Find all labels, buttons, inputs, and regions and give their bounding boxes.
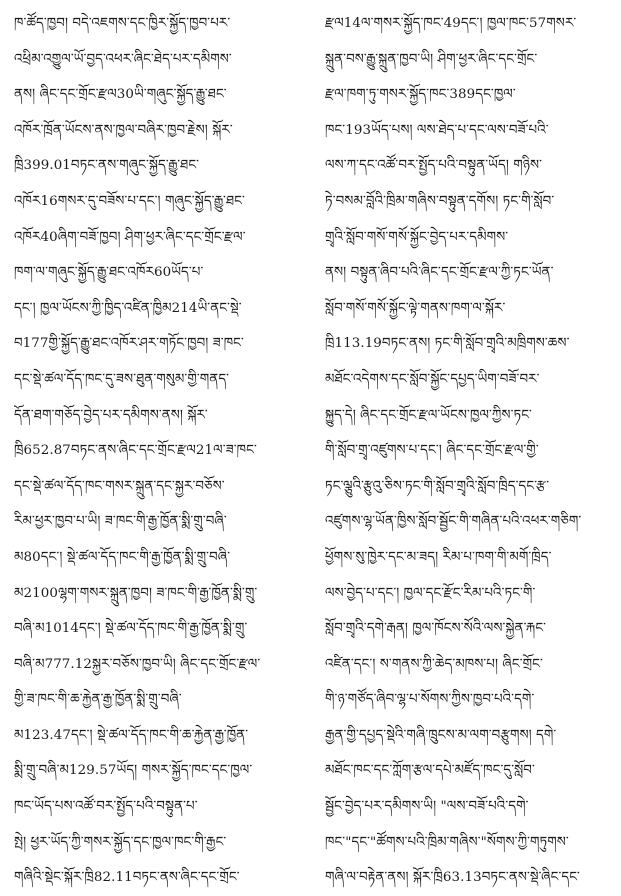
text-line: བཞི་མ777.12སྐྱར་བཅོས་ཁྱབ་ཡི། ཞིང་དང་གྲོང་རྫལ་ <box>14 656 261 672</box>
text-line: ཏེ་བསམ་བློའི་ཁྲིམ་གཞིས་བསྟུན་དགོས། ཏང་གི་སློབ་ <box>325 193 555 209</box>
left-text-column <box>14 6 310 896</box>
text-line: རྫལ་ཁག་ཏུ་གསར་སྐྱོད་ཁང་389དང་ཁྱལ་ <box>325 87 516 103</box>
text-line: ཏང་ལྕུའི་རྩུའུ་ཅིས་ཏང་གི་སློབ་གྲྭའི་སློབ་ཁྲིད་དང་རྩ་ <box>325 478 550 494</box>
text-line: སྐྱུད་དེ། ཞིང་དང་གྲོང་རྫལ་ཡོངས་ཁྱལ་ཀྱིས་ཏང་ <box>325 407 532 423</box>
text-line: སྦྱོང་བྱེད་པར་དམིགས་ཡི། "ལས་བཟོ་པའི་དགེ་ <box>325 799 529 815</box>
text-line: རྒྱན་གྱི་དཔྱད་སྡེའི་གཞི་ཁྲུངས་མ་ལག་བརྩུགས། དགེ་ <box>325 727 557 743</box>
text-line: དང་སྡེ་ཚལ་དོད་ཁང་གསར་སྐྲུན་དང་སྐྱར་བཅོས་ <box>14 478 225 494</box>
text-line: མ2100ལྷག་གསར་སྐྲུན་ཁྱབ། ཟ་ཁང་གི་རྒྱ་ཁྱོན་སྨི་གྲུ་ <box>14 585 258 601</box>
text-line: འཁོར40ཞིག་བཟོ་ཁྱབ། ཤིག་ཕྱར་ཞིང་དང་གྲོང་རྫལ་ <box>14 229 246 245</box>
text-line: གྱི་ཟ་ཁང་གི་ཆ་རྐྱེན་རྒྱ་ཁྱོན་སྨི་གྲུ་བཞི་ <box>14 692 182 708</box>
text-line: འཁོར16གསར་དུ་བཟོས་པ་དང་། གཞུང་སྐྱོད་རྒྱུ་ཐང་ <box>14 193 245 209</box>
text-line: སྨི་གྲུ་བཞི་མ129.57ཡོད། གསར་སྐྱོད་ཁང་དང་ཁྱལ་ <box>14 763 253 779</box>
text-line: ཁྲི113.19བཏང་ནས། ཏང་གི་སློབ་གྲྭའི་མཁྲིགས་ཆས་ <box>325 336 570 352</box>
text-line: འཁོར་ཁྲོན་ཡོངས་ནས་ཁྱལ་བཞིར་ཁྱབ་རྗེས། སྐོར་ <box>14 122 233 138</box>
text-line: དང་སྡེ་ཚལ་དོད་ཁང་དུ་ཟས་ཐུན་གསུམ་གྱི་གནད་ <box>14 371 230 387</box>
text-line: སྐྲུན་བས་རྒྱུ་སྐྲུན་ཁྱབ་ཡི། ཤིག་ཕྱར་ཞིང་དང་གྲོང་ <box>325 51 538 67</box>
text-line: གཞིའི་སྡེང་སྐོར་ཁྲི82.11བཏང་ནས་ཞིང་དང་གྲོང་ <box>14 870 240 886</box>
text-line: ཁྲི399.01བཏང་ནས་གཞུང་སྐྱོད་རྒྱུ་ཐང་ <box>14 158 200 174</box>
text-line: འཛུགས་ལྷ་ཡོན་ཁྱིས་སློབ་སྦྱོང་གི་གཞིན་པའི་འཕར་གཅིག་ <box>325 514 582 530</box>
text-line: སློབ་གྲྭའི་དགེ་རྒན། ཁྱལ་ཁོངས་སོའི་ལས་སྐྱེན་རྐང་ <box>325 621 547 637</box>
text-line: མ123.47དང་། སྡེ་ཚལ་དོད་ཁང་གི་ཆ་རྐྱེན་རྒྱ་ཁྱོན་ <box>14 727 249 743</box>
text-line: གི་སློབ་གྲྭ་འཛུགས་པ་དང་། ཞིང་དང་གྲོང་རྫལ་གྱི་ <box>325 443 539 459</box>
text-line: གྲྭའི་སློབ་གསོ་གསོ་སྐྱོང་བྱེད་པར་དམིགས་ <box>325 229 509 245</box>
text-line: བཞི་མ1014དང་། སྡེ་ཚལ་དོད་ཁང་གི་རྒྱ་ཁྱོན་སྨི་གྲུ་ <box>14 621 248 637</box>
text-line: སློབ་གསོ་གསོ་སྐྱོང་ལྟེ་གནས་ཁག་ལ་སྐོར་ <box>325 300 506 316</box>
text-line: གི་ཉ་གཙོད་ཞིབ་ལྷ་པ་སོགས་ཀྱིས་ཁྱབ་པའི་དགེ་ <box>325 692 535 708</box>
text-line: ཁང་193ཡོད་པས། ལས་ཐེད་པ་དང་ལས་བཟོ་པའི་ <box>325 122 549 138</box>
text-line: ནས། བསྟུན་ཞིབ་པའི་ཞིང་དང་གྲོང་རྫལ་ཀྱི་ཏང་ཡོན་ <box>325 265 554 281</box>
text-line: ཕྱོགས་སུ་ཁྱེར་དང་མ་ཟད། རིམ་པ་ཁག་གི་མགོ་ཁྲིད་ <box>325 549 552 565</box>
text-line: མཐོང་འདེགས་དང་སློབ་སྐྱོང་དཔྱད་ཡིག་བཟོ་བར་ <box>325 371 540 387</box>
text-line: ཁྲི652.87བཏང་ནས་ཞིང་དང་གྲོང་རྫལ21ལ་ཟ་ཁང་ <box>14 443 257 459</box>
text-line: ནས། ཞིང་དང་གྲོང་རྫལ30ཡི་གཞུང་སྐྱོད་རྒྱུ་ཐང་ <box>14 87 227 103</box>
text-line: ཁང་ཡོད་པས་འཚོ་བར་སྤྱོད་པའི་བསྟུན་པ་ <box>14 799 198 815</box>
text-line: ཁ་ཚོད་ཁྱབ། བདེ་འཇགས་དང་ཁྱིར་སྐྱོད་ཁྱབ་པར་ <box>14 16 231 31</box>
text-line: དོན་ཐག་གཅོད་བྱེད་པར་དམིགས་ནས། སྐོར་ <box>14 407 208 423</box>
text-line: དང་། ཁྱལ་ཡོངས་ཀྱི་ཁྱིད་འཛིན་ཁྱིམ214ཡི་ནང་སྡེ་ <box>14 300 242 316</box>
text-line: འཛིན་དང་། ས་གནས་ཀྱི་ཆེད་མཁས་པ། ཞིང་གྲོང་ <box>325 656 543 672</box>
text-line: རིམ་ཕྱར་ཁྱབ་པ་ཡི། ཟ་ཁང་གི་རྒྱ་ཁྱོན་སྨི་གྲུ་བཞི་ <box>14 514 227 530</box>
text-line: གཞི་ལ་བརྟེན་ནས། སྐོར་ཁྲི63.13བཏང་ནས་སྡེ་ཞིང་དང་ <box>325 870 580 886</box>
text-line: མ80དང་། སྡེ་ཚལ་དོད་ཁང་གི་རྒྱ་ཁྱོན་སྨི་གྲུ་བཞི་ <box>14 549 231 565</box>
text-line: འཕྲིམ་འགྱུལ་ཡོ་བྱད་འཕར་ཞིང་ཐེད་པར་དམིགས་ <box>14 51 232 67</box>
right-text-column <box>325 6 621 896</box>
text-line: ལས་བྱེད་པ་དང་། ཁྱལ་དང་རྫོང་རིམ་པའི་ཏང་གི་ <box>325 585 536 601</box>
text-line: བ177གྱི་སྐྱོད་རྒྱུ་ཐང་འཁོར་ཤར་གཏོང་ཁྱབ། ཟ་ཁང་ <box>14 336 244 352</box>
text-line: མཐོང་ཁང་དང་ཀློག་རྩལ་དཔེ་མཛོད་ཁང་དུ་སློབ་ <box>325 763 535 779</box>
text-line: རྫལ14ལ་གསར་སྐྱོད་ཁང་49དང་། ཁྱལ་ཁང་57གསར་ <box>325 16 577 31</box>
text-line: ཁག་ལ་གཞུང་སྐྱོད་རྒྱུ་ཐང་འཁོར60ཡོད་པ་ <box>14 265 204 281</box>
text-line: ཁང་"དང་"ཚོགས་པའི་ཁྲིམ་གཞིས་"སོགས་ཀྱི་གཏུགས་ <box>325 834 569 850</box>
text-line: ལས་ཀ་དང་འཚོ་བར་སྤྱོད་པའི་བསྟུན་ཡོད། གཉིས་ <box>325 158 543 174</box>
text-line: སྤེ། ཕྱར་ཡོད་ཀྱི་གསར་སྐྱོད་དང་ཁྱལ་ཁང་གི་རྒྱང་ <box>14 834 227 850</box>
